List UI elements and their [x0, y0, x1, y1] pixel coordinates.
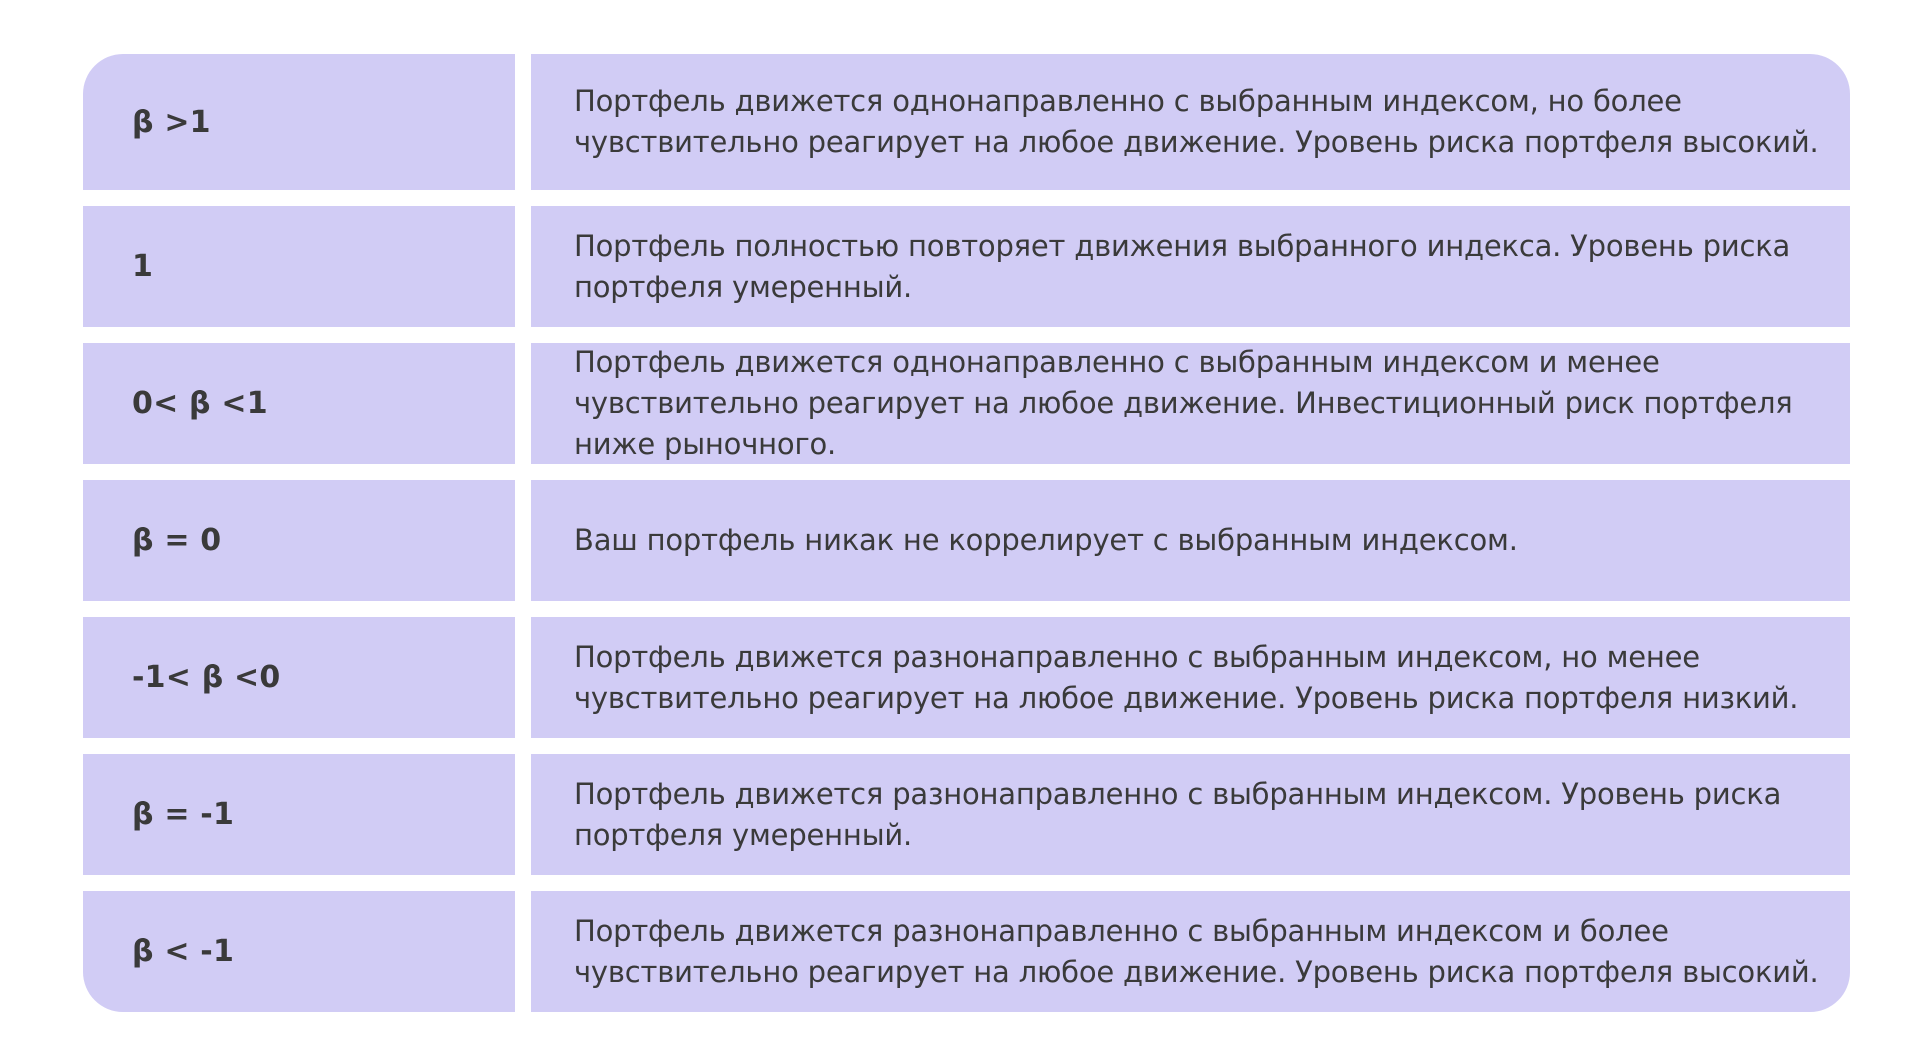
beta-condition-cell: [83, 54, 515, 190]
beta-description-cell: [531, 617, 1850, 738]
beta-description-text: Портфель движется разнонаправленно с выбранным индексом, но менее чувствительно реагирует на любое движение. Уровень риска портфеля низкий.: [574, 639, 1799, 715]
beta-condition-cell: [83, 754, 515, 875]
beta-condition-label: β = 0: [132, 523, 222, 558]
beta-condition-label: β = -1: [132, 797, 235, 832]
beta-description-cell: [531, 343, 1850, 464]
beta-condition-cell: [83, 206, 515, 327]
beta-description-cell: [531, 754, 1850, 875]
beta-description-cell: [531, 54, 1850, 190]
beta-description-text: Ваш портфель никак не коррелирует с выбранным индексом.: [574, 523, 1518, 557]
beta-table: [83, 54, 1850, 1012]
beta-description-cell: [531, 480, 1850, 601]
beta-description-text: Портфель движется разнонаправленно с выбранным индексом и более чувствительно реагирует на любое движение. Уровень риска портфеля высокий.: [574, 913, 1819, 989]
beta-condition-label: 1: [132, 249, 154, 284]
beta-description-text: Портфель движется разнонаправленно с выбранным индексом. Уровень риска портфеля умеренный.: [574, 776, 1782, 852]
beta-condition-cell: [83, 480, 515, 601]
beta-description-text: Портфель движется однонаправленно с выбранным индексом, но более чувствительно реагирует на любое движение. Уровень риска портфеля высокий.: [574, 84, 1819, 159]
beta-description-text: Портфель движется однонаправленно с выбранным индексом и менее чувствительно реагирует на любое движение. Инвестиционный риск портфеля ниже рыночного.: [574, 345, 1793, 461]
beta-description-cell: [531, 206, 1850, 327]
beta-condition-label: -1< β <0: [132, 660, 281, 695]
beta-condition-label: 0< β <1: [132, 386, 268, 421]
beta-description-text: Портфель полностью повторяет движения выбранного индекса. Уровень риска портфеля умеренный.: [574, 228, 1791, 304]
beta-description-cell: [531, 891, 1850, 1012]
beta-condition-label: β < -1: [132, 934, 235, 969]
beta-condition-label: β >1: [132, 104, 211, 140]
beta-condition-cell: [83, 617, 515, 738]
beta-condition-cell: [83, 343, 515, 464]
beta-condition-cell: [83, 891, 515, 1012]
